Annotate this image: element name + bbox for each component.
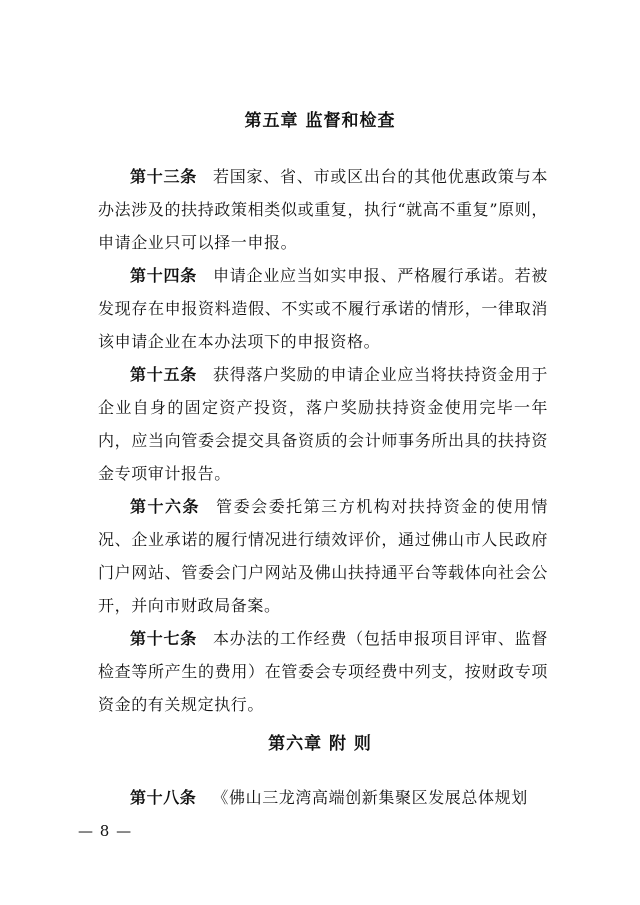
article-14-number: 第十四条 <box>130 266 198 285</box>
page-number: — 8 — <box>78 822 133 840</box>
article-18 <box>98 781 548 814</box>
article-16-text: 管委会委托第三方机构对扶持资金的使用情况、企业承诺的履行情况进行绩效评价，通过佛山市人民政府门户网站、管委会门户网站及佛山扶持通平台等载体向社会公开，并向市财政局备案。 <box>98 497 548 615</box>
chapter-5-title: 第五章 监督和检查 <box>244 111 396 131</box>
article-14-text: 申请企业应当如实申报、严格履行承诺。若被发现存在申报资料造假、不实或不履行承诺的情形，一律取消该申请企业在本办法项下的申报资格。 <box>98 266 548 351</box>
article-15-number: 第十五条 <box>130 365 198 384</box>
article-18-number: 第十八条 <box>130 788 197 807</box>
article-14 <box>98 259 548 358</box>
article-18-text: 《佛山三龙湾高端创新集聚区发展总体规划 <box>212 788 528 807</box>
article-17-number: 第十七条 <box>130 629 198 648</box>
article-17-text: 本办法的工作经费（包括申报项目评审、监督检查等所产生的费用）在管委会专项经费中列支，按财政专项资金的有关规定执行。 <box>98 629 548 714</box>
article-16-number: 第十六条 <box>130 497 201 516</box>
article-17 <box>98 622 548 721</box>
article-13-number: 第十三条 <box>130 167 198 186</box>
article-13-text: 若国家、省、市或区出台的其他优惠政策与本办法涉及的扶持政策相类似或重复，执行“就高不重复”原则，申请企业只可以择一申报。 <box>98 167 548 252</box>
article-16 <box>98 490 548 622</box>
article-15 <box>98 358 548 490</box>
article-15-text: 获得落户奖励的申请企业应当将扶持资金用于企业自身的固定资产投资，落户奖励扶持资金使用完毕一年内，应当向管委会提交具备资质的会计师事务所出具的扶持资金专项审计报告。 <box>98 365 548 483</box>
chapter-6-title: 第六章 附 则 <box>268 734 372 754</box>
article-13 <box>98 160 548 259</box>
